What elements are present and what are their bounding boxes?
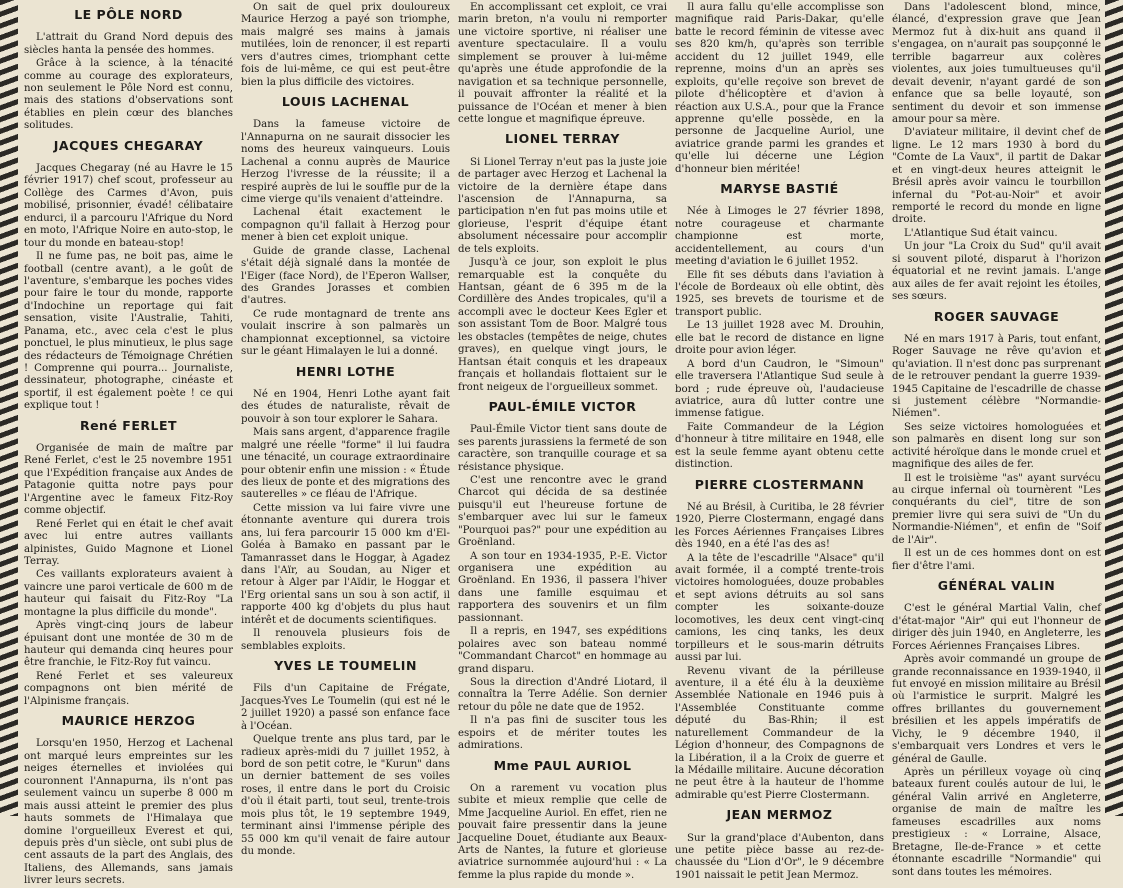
section-paragraph: Il est le troisième "as" ayant survécu au cirque infernal où tournèrent "Les conquérants du ciel", titre de son premier livre qui sera suivi de "Un du Normandie-Niémen", et enfin de "Soif de l'Air".	[892, 472, 1101, 546]
section-paragraph: René Ferlet qui en était le chef avait avec lui entre autres vaillants alpinistes, Guido Magnone et Lionel Terray.	[24, 518, 233, 567]
section-paragraph: On sait de quel prix douloureux Maurice Herzog a payé son triomphe, mais malgré ses mains à jamais mutilées, loin de renoncer, il est reparti vers d'autres cimes, triomphant cette fois de lui-même, ce qui est peut-être bien la plus difficile des victoires.	[241, 2, 450, 88]
article-section	[241, 658, 450, 858]
section-heading: René FERLET	[79, 417, 178, 433]
section-paragraph: Sous la direction d'André Liotard, il connaîtra la Terre Adélie. Son dernier retour du pôle ne date que de 1952.	[458, 676, 667, 713]
section-paragraph: Quelque trente ans plus tard, par le radieux après-midi du 7 juillet 1952, à bord de son petit cotre, le "Kurun" dans un dernier battement de ses voiles roses, il entre dans le port du Croisic d'où il était parti, tout seul, trente-trois mois plus tôt, le 19 septembre 1949, terminant ainsi l'immense périple des 55 000 km qu'il venait de faire autour du monde.	[241, 734, 450, 857]
section-paragraph: Lorsqu'en 1950, Herzog et Lachenal ont marqué leurs empreintes sur les neiges éternelles et inviolées qui couronnent l'Annapurna, ils n'ont pas seulement vaincu un superbe 8 000 m mais aussi atteint le premier des plus hauts sommets de l'Himalaya que domine l'orgueilleux Everest et qui, depuis près d'un siècle, ont subi plus de cent assauts de la part des Anglais, des Italiens, des Allemands, sans jamais livrer leurs secrets.	[24, 738, 233, 887]
article-section	[675, 807, 884, 882]
section-heading: HENRI LOTHE	[295, 363, 396, 379]
section-paragraph: Jacques Chegaray (né au Havre le 15 février 1917) chef scout, professeur au Collège des Carmes d'Avon, puis mobilisé, prisonnier, évadé! célibataire endurci, il a parcouru l'Afrique du Nord en moto, l'Afrique Noire en auto-stop, le tour du monde en bateau-stop!	[24, 163, 233, 249]
section-paragraph: A bord d'un Caudron, le "Simoun" elle traversera l'Atlantique Sud seule à bord ; rude épreuve où, l'audacieuse aviatrice, aura dû lutter contre une immense fatigue.	[675, 358, 884, 420]
article-section	[24, 138, 233, 413]
column-3	[458, 2, 668, 881]
article-section	[675, 2, 884, 176]
section-heading: LOUIS LACHENAL	[281, 94, 410, 110]
section-paragraph: Né au Brésil, à Curitiba, le 28 février 1920, Pierre Clostermann, engagé dans les Forces Aériennes Françaises Libres dès 1940, en a été l'as des as!	[675, 501, 884, 551]
left-decorative-border	[0, 0, 18, 816]
section-paragraph: Après avoir commandé un groupe de grande reconnaissance en 1939-1940, il fut envoyé en mission militaire au Brésil où l'armistice le surprit. Malgré les offres brillantes du gouvernement brésilien et les appels impératifs de Vichy, le 9 décembre 1940, il s'embarquait vers Londres et vers le général de Gaulle.	[892, 654, 1101, 765]
section-paragraph: Il est un de ces hommes dont on est fier d'être l'ami.	[892, 548, 1101, 572]
section-heading: LIONEL TERRAY	[505, 131, 620, 147]
section-paragraph: Faite Commandeur de la Légion d'honneur à titre militaire en 1948, elle est la seule femme ayant obtenu cette distinction.	[675, 421, 884, 471]
section-paragraph: Cette mission va lui faire vivre une étonnante aventure qui durera trois ans, lui fera parcourir 15 000 km d'El-Goléa à Bamako en passant par le Tamanrasset dans le Hoggar, à Agadez dans l'Aïr, au Soudan, au Niger et retour à Alger par l'Aïdir, le Hoggar et l'Erg oriental sans un sou à son actif, il rapporte 400 kg d'objets du plus haut intérêt et de documents scientifiques.	[241, 502, 450, 626]
section-paragraph: L'attrait du Grand Nord depuis des siècles hanta la pensée des hommes.	[24, 32, 233, 56]
section-heading: MAURICE HERZOG	[61, 713, 196, 729]
section-paragraph: Paul-Émile Victor tient sans doute de ses parents jurassiens la fermeté de son caractère, son tranquille courage et sa résistance physique.	[458, 424, 667, 473]
section-paragraph: C'est le général Martial Valin, chef d'état-major "Air" qui eut l'honneur de diriger dès juin 1940, en Angleterre, les Forces Aériennes Françaises Libres.	[892, 603, 1101, 652]
article-section	[892, 309, 1101, 574]
section-paragraph: Il aura fallu qu'elle accomplisse son magnifique raid Paris-Dakar, qu'elle batte le record féminin de vitesse avec ses 820 km/h, qu'après son terrible accident du 12 juillet 1949, elle reprenne, moins d'un an après ses exploits, qu'elle reçoive son brevet de pilote d'hélicoptère et d'avion à réaction aux U.S.A., pour que la France apprenne qu'elle possède, en la personne de Jacqueline Auriol, une aviatrice grande parmi les grandes et qu'elle lui décerne une Légion d'honneur bien méritée!	[675, 2, 884, 175]
section-paragraph: Né en 1904, Henri Lothe ayant fait des études de naturaliste, rêvait de pouvoir à son tour explorer le Sahara.	[241, 388, 450, 425]
article-section	[24, 418, 233, 708]
section-heading: PAUL-ÉMILE VICTOR	[488, 398, 637, 414]
section-paragraph: Un jour "La Croix du Sud" qu'il avait si souvent piloté, disparut à l'horizon équatorial et ne revint jamais. L'ange aux ailes de fer avait rejoint les étoiles, ses sœurs.	[892, 241, 1101, 303]
section-paragraph: On a rarement vu vocation plus subite et mieux remplie que celle de Mme Jacqueline Auriol. En effet, rien ne pouvait faire pressentir dans la jeune Jacqueline Douet, étudiante aux Beaux-Arts de Nantes, la future et glorieuse aviatrice surnommée aujourd'hui : « La femme la plus rapide du monde ».	[458, 782, 667, 881]
section-heading: YVES LE TOUMELIN	[274, 658, 417, 674]
section-paragraph: Il ne fume pas, ne boit pas, aime le football (centre avant), a le goût de l'aventure, s'embarque les poches vides pour faire le tour du monde, rapporte d'Indochine un reportage qui fait sensation, visite l'Australie, Tahiti, Panama, etc., avec cela c'est le plus ponctuel, le plus minutieux, le plus sage des rédacteurs de Témoignage Chrétien ! Comprenne qui pourra... Journaliste, dessinateur, photographe, cinéaste et sportif, il est également poète ! ce qui explique tout !	[24, 251, 233, 412]
section-paragraph: Dans la fameuse victoire de l'Annapurna on ne saurait dissocier les noms des heureux vainqueurs. Louis Lachenal a connu auprès de Maurice Herzog l'ivresse de la réussite; il a respiré auprès de lui le souffle pur de la cime vierge qu'ils venaient d'atteindre.	[241, 119, 450, 205]
section-heading: GÉNÉRAL VALIN	[937, 578, 1056, 594]
section-heading: PIERRE CLOSTERMANN	[694, 476, 865, 492]
section-heading: Mme PAUL AURIOL	[493, 757, 632, 773]
section-paragraph: Ces vaillants explorateurs avaient à vaincre une paroi verticale de 600 m de hauteur qui faisait du Fitz-Roy "La montagne la plus difficile du monde".	[24, 569, 233, 618]
section-paragraph: L'Atlantique Sud était vaincu.	[904, 227, 1058, 239]
section-paragraph: D'aviateur militaire, il devint chef de ligne. Le 12 mars 1930 à bord du "Comte de La Vaux", il partit de Dakar et en vingt-deux heures atteignit le Brésil après avoir vaincu le tourbillon infernal du "Pot-au-Noir" et avoir remporté le record du monde en ligne droite.	[892, 127, 1101, 226]
section-paragraph: A son tour en 1934-1935, P.-E. Victor organisera une expédition au Groënland. En 1936, il passera l'hiver dans une famille esquimau et rapportera des souvenirs et un film passionnant.	[458, 550, 667, 624]
section-paragraph: Ses seize victoires homologuées et son palmarès en disent long sur son activité héroïque dans le monde cruel et magnifique des ailes de fer.	[892, 421, 1101, 471]
section-paragraph: Après un périlleux voyage où cinq bateaux furent coulés autour de lui, le général Valin arrivé en Angleterre, organise de main de maître les fameuses escadrilles aux noms prestigieux : « Lorraine, Alsace, Bretagne, Ile-de-France » et cette étonnante escadrille "Normandie" qui sont dans toutes les mémoires.	[892, 767, 1101, 878]
column-1	[24, 2, 233, 887]
article-section	[892, 2, 1101, 304]
article-section	[241, 2, 450, 89]
section-paragraph: Sur la grand'place d'Aubenton, dans une petite pièce basse au rez-de-chaussée du "Lion d'Or", le 9 décembre 1901 naissait le petit Jean Mermoz.	[675, 832, 884, 881]
section-paragraph: Née à Limoges le 27 février 1898, notre courageuse et charmante championne est morte, accidentellement, au cours d'un meeting d'aviation le 6 juillet 1952.	[675, 206, 884, 268]
article-section	[675, 477, 884, 803]
article-section	[241, 364, 450, 653]
article-section	[24, 713, 233, 888]
section-paragraph: Ce rude montagnard de trente ans voulait inscrire à son palmarès un championnat exceptionnel, sa victoire sur le géant Himalayen le lui a donné.	[241, 308, 450, 358]
article-section	[892, 578, 1101, 879]
section-paragraph: Après vingt-cinq jours de labeur épuisant dont une montée de 30 m de hauteur qui demanda cinq heures pour être franchie, le Fitz-Roy fut vaincu.	[24, 620, 233, 669]
section-paragraph: Né en mars 1917 à Paris, tout enfant, Roger Sauvage ne rêve qu'avion et qu'aviation. Il n'est donc pas surprenant de le retrouver pendant la guerre 1939-1945 Capitaine de l'escadrille de chasse si justement célèbre "Normandie-Niémen".	[892, 333, 1101, 420]
section-paragraph: Guide de grande classe, Lachenal s'était déjà signalé dans la montée de l'Eiger (face Nord), de l'Eperon Wallser, des Grandes Jorasses et combien d'autres.	[241, 245, 450, 307]
section-paragraph: Il a repris, en 1947, ses expéditions polaires avec son bateau nommé "Commandant Charcot" en hommage au grand disparu.	[458, 626, 667, 675]
section-paragraph: Lachenal était exactement le compagnon qu'il fallait à Herzog pour mener à bien cet exploit unique.	[241, 207, 450, 244]
section-paragraph: A la tête de l'escadrille "Alsace" qu'il avait formée, il a compté trente-trois victoires homologuées, douze probables et sept avions détruits au sol sans compter les soixante-douze locomotives, les deux cent vingt-cinq camions, les cinq tanks, les deux torpilleurs et le sous-marin détruits aussi par lui.	[675, 552, 884, 664]
section-paragraph: Jusqu'à ce jour, son exploit le plus remarquable est la conquête du Hantsan, géant de 6 395 m de la Cordillère des Andes tropicales, qu'il a accompli avec le docteur Kees Egler et son assistant Tom de Boor. Malgré tous les obstacles (tempêtes de neige, chutes graves), en quelque vingt jours, le Hantsan était conquis et les drapeaux français et hollandais flottaient sur le front neigeux de l'orgueilleux sommet.	[458, 257, 668, 393]
section-paragraph: C'est une rencontre avec le grand Charcot qui décida de sa destinée puisqu'il eut l'heureuse fortune de s'embarquer avec lui sur le fameux "Pourquoi pas?" pour une expédition au Groënland.	[458, 474, 667, 549]
section-heading: JEAN MERMOZ	[726, 807, 833, 823]
section-paragraph: Il renouvela plusieurs fois de semblables exploits.	[241, 628, 450, 652]
article-columns	[24, 2, 1101, 887]
right-decorative-border	[1105, 0, 1123, 816]
article-section	[24, 7, 233, 133]
article-section	[458, 399, 667, 753]
section-paragraph: René Ferlet et ses valeureux compagnons ont bien mérité de l'Alpinisme français.	[24, 670, 233, 707]
section-paragraph: Le 13 juillet 1928 avec M. Drouhin, elle bat le record de distance en ligne droite pour avion léger.	[675, 320, 884, 357]
section-paragraph: Fils d'un Capitaine de Frégate, Jacques-Yves Le Toumelin (qui est né le 2 juillet 1920) a passé son enfance face à l'Océan.	[241, 683, 450, 732]
section-paragraph: Elle fit ses débuts dans l'aviation à l'école de Bordeaux où elle obtint, dès 1925, ses brevets de tourisme et de transport public.	[675, 269, 884, 318]
article-section	[458, 131, 667, 394]
section-paragraph: Il n'a pas fini de susciter tous les espoirs et de mériter toutes les admirations.	[458, 715, 667, 752]
section-paragraph: Revenu vivant de la périlleuse aventure, il a été élu à la deuxième Assemblée Nationale en 1946 puis à l'Assemblée Constituante comme député du Bas-Rhin; il est naturellement Commandeur de la Légion d'honneur, des Compagnons de la Libération, il a la Croix de guerre et la Médaille militaire. Aucune décoration ne peut être à la hauteur de l'homme admirable qu'est Pierre Clostermann.	[675, 665, 884, 801]
section-paragraph: Mais sans argent, d'apparence fragile malgré une réelle "forme" il lui faudra une ténacité, un courage extraordinaire pour obtenir enfin une mission : « Étude des lieux de ponte et des migrations des sauterelles » ce fléau de l'Afrique.	[241, 427, 450, 501]
article-section	[458, 2, 667, 126]
article-section	[458, 758, 667, 883]
column-2	[241, 2, 450, 857]
section-paragraph: Dans l'adolescent blond, mince, élancé, d'expression grave que Jean Mermoz fut à dix-huit ans quand il s'engagea, on n'aurait pas soupçonné le terrible bagarreur aux colères violentes, aux joies tumultueuses qu'il devait devenir, n'ayant gardé de son enfance que sa belle loyauté, son sentiment du devoir et son immense amour pour sa mère.	[892, 2, 1101, 125]
section-heading: ROGER SAUVAGE	[933, 308, 1060, 324]
column-5	[892, 2, 1101, 878]
section-paragraph: Grâce à la science, à la ténacité comme au courage des explorateurs, non seulement le Pôle Nord est connu, mais des stations d'observations sont établies en plein cœur des blanches solitudes.	[24, 58, 233, 132]
section-paragraph: En accomplissant cet exploit, ce vrai marin breton, n'a voulu ni remporter une victoire sportive, ni réaliser une aventure spectaculaire. Il a voulu simplement se prouver à lui-même qu'après une étude approfondie de la navigation et sa technique personnelle, il pouvait affronter la réalité et la puissance de l'Océan et mener à bien cette longue et magnifique épreuve.	[458, 2, 667, 125]
article-section	[675, 181, 884, 471]
section-paragraph: Si Lionel Terray n'eut pas la juste joie de partager avec Herzog et Lachenal la victoire de la dernière étape dans l'ascension de l'Annapurna, sa participation n'en fut pas moins utile et glorieuse, l'esprit d'équipe étant absolument nécessaire pour accomplir de tels exploits.	[458, 156, 667, 255]
article-section	[241, 94, 450, 359]
section-paragraph: Organisée de main de maître par René Ferlet, c'est le 25 novembre 1951 que l'Expédition française aux Andes de Patagonie quitta notre pays pour l'Argentine avec le fameux Fitz-Roy comme objectif.	[24, 443, 233, 517]
section-heading: MARYSE BASTIÉ	[720, 181, 839, 197]
section-heading: LE PÔLE NORD	[74, 7, 183, 22]
column-4	[675, 2, 884, 881]
section-heading: JACQUES CHEGARAY	[53, 137, 204, 153]
